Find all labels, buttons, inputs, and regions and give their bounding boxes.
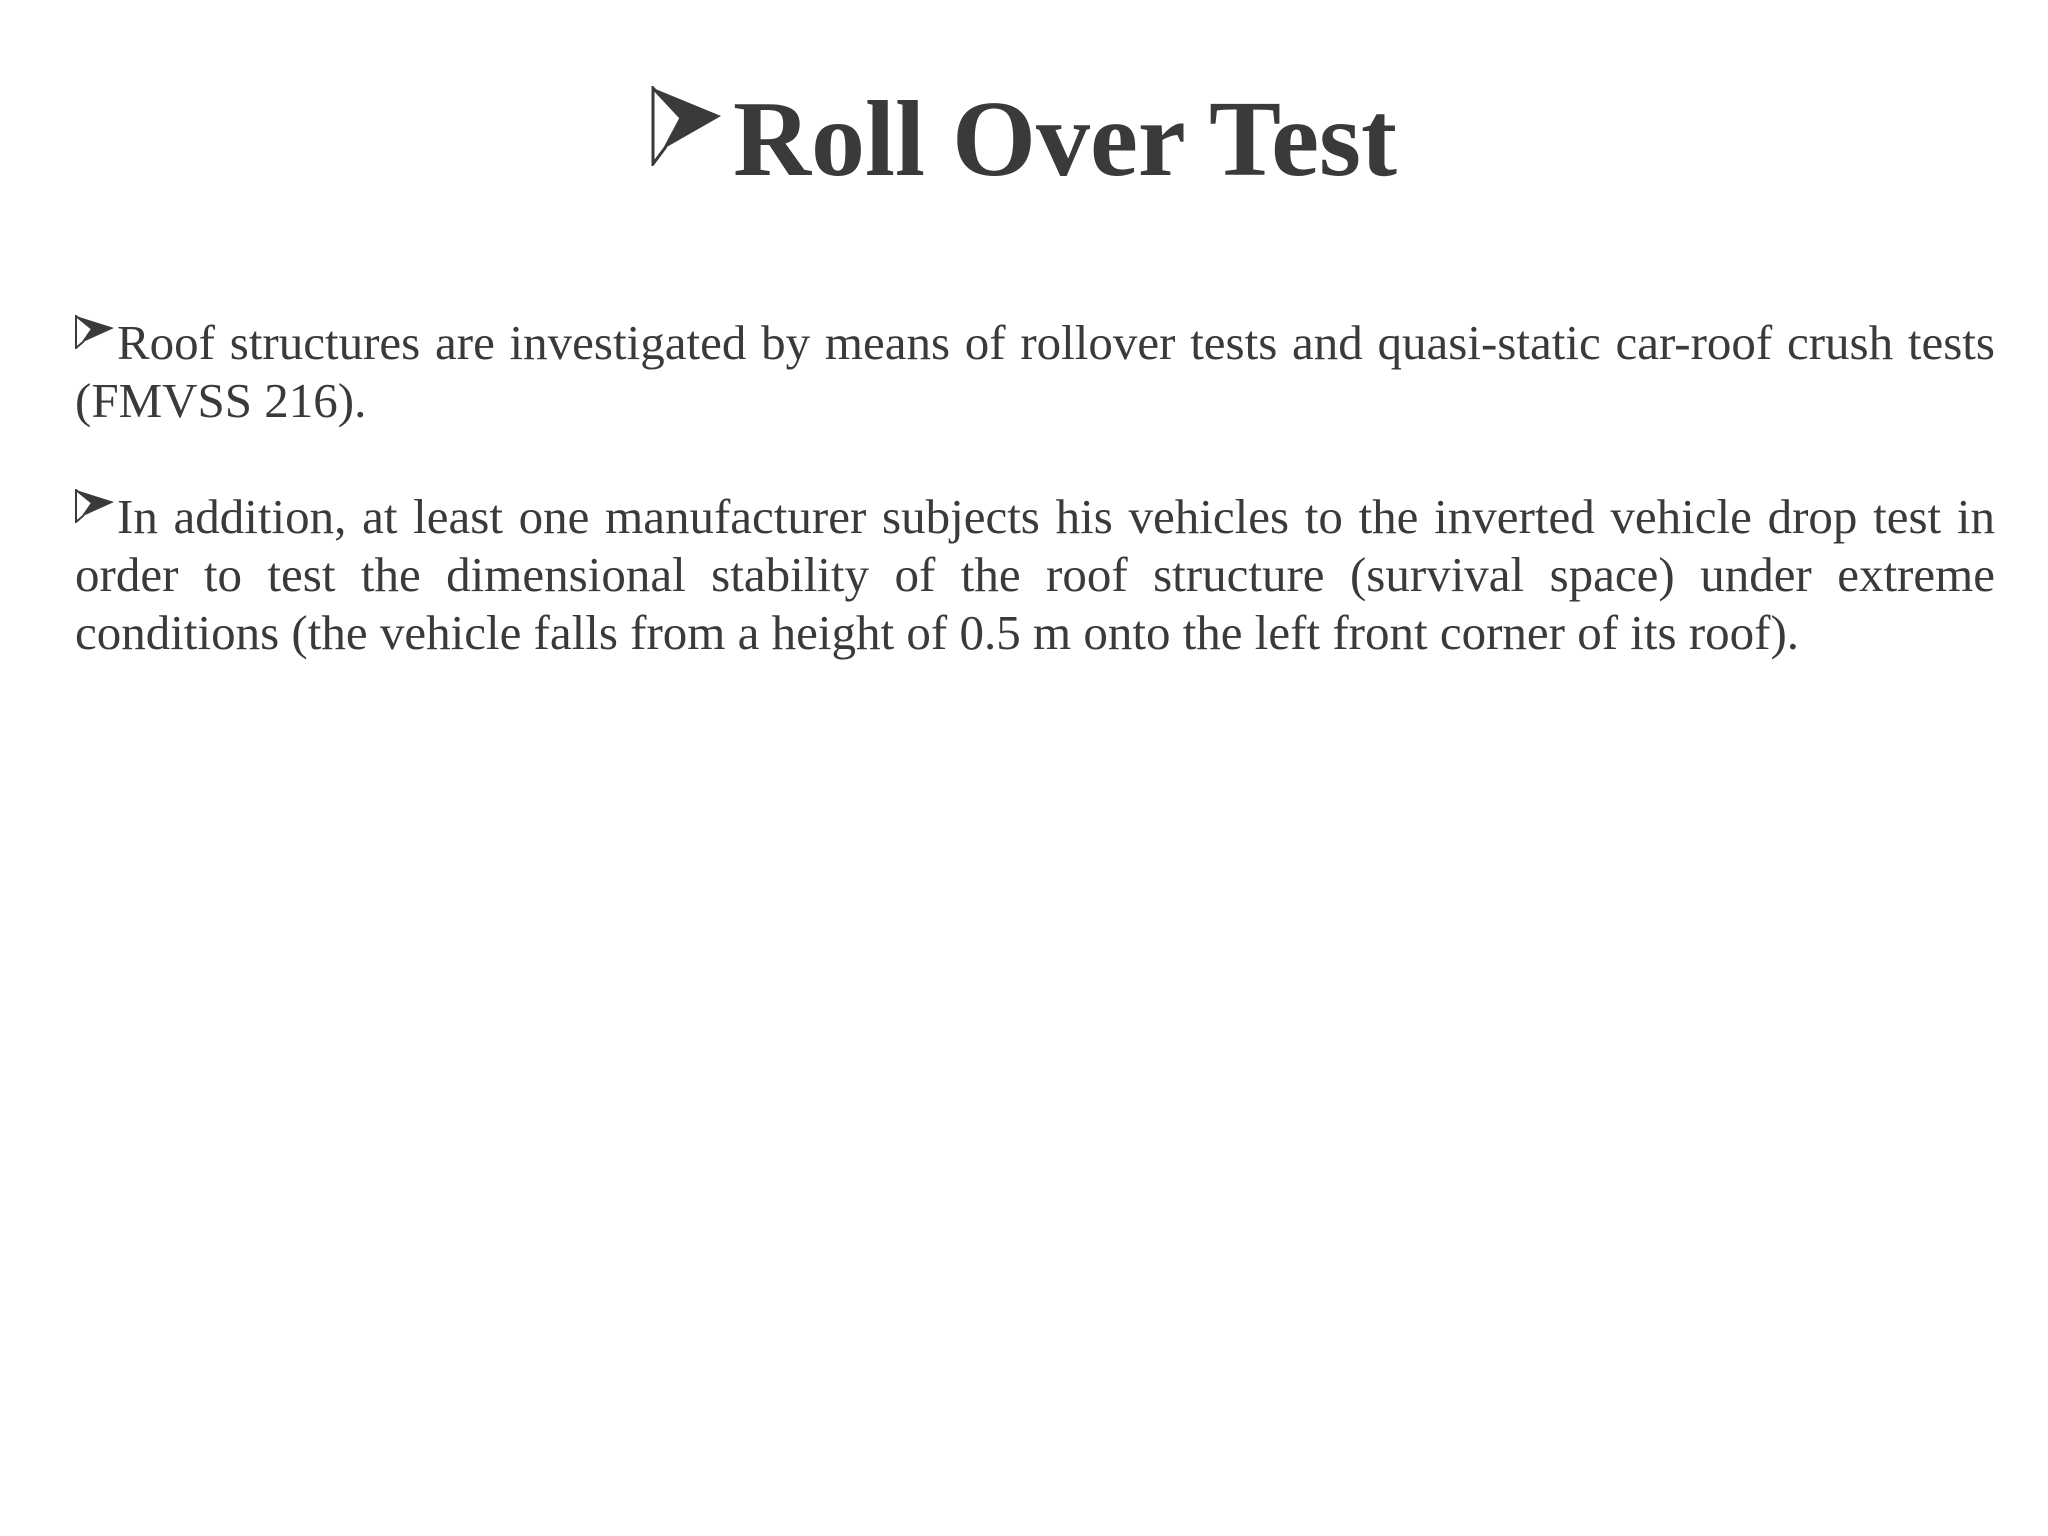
arrowhead-bullet-icon xyxy=(75,315,115,349)
bullet-text: Roof structures are investigated by means of rollover tests and quasi-static car-roof crush tests (FMVSS 216). xyxy=(75,315,1995,428)
slide-title: Roll Over Test xyxy=(732,80,1398,199)
bullet-item xyxy=(75,488,1995,662)
bullet-item xyxy=(75,314,1995,430)
bullet-text: In addition, at least one manufacturer subjects his vehicles to the inverted vehicle drop test in order to test the dimensional stability of the roof structure (survival space) under extreme conditions (the vehicle falls from a height of 0.5 m onto the left front corner of its roof). xyxy=(75,489,1995,660)
arrowhead-bullet-icon xyxy=(651,86,723,166)
title-row xyxy=(0,80,2048,200)
arrowhead-bullet-icon xyxy=(75,489,115,523)
title-container xyxy=(651,80,1397,200)
